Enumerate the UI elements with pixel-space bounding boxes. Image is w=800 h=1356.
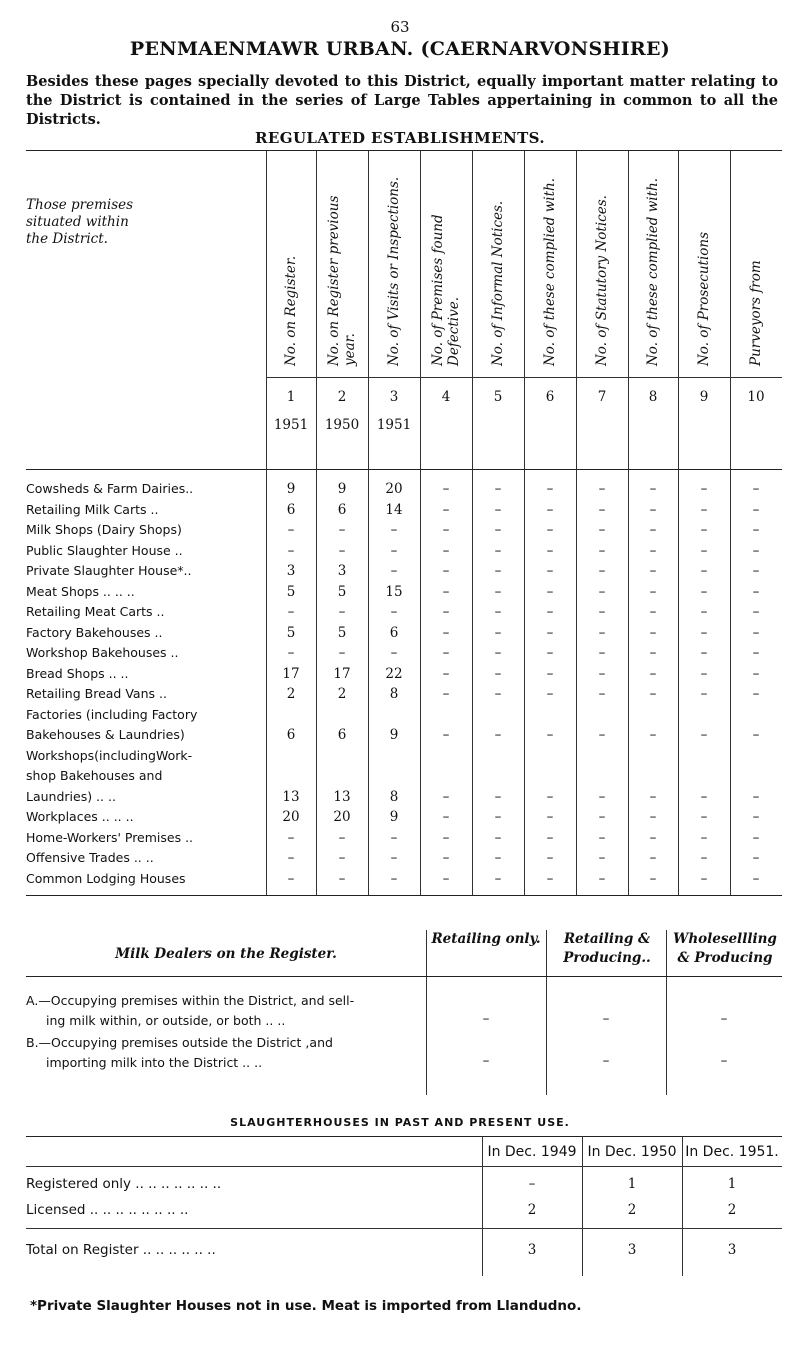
- table-cell: –: [442, 501, 450, 518]
- table-cell: 5: [286, 583, 296, 600]
- table-cell: 9: [389, 809, 399, 825]
- table-cell: 9: [286, 481, 296, 497]
- table-cell: –: [546, 850, 554, 866]
- col-dec-1950: In Dec. 1950: [587, 1144, 677, 1160]
- table-cell: –: [649, 481, 657, 497]
- table-row: [26, 745, 782, 767]
- table-cell: –: [494, 727, 502, 743]
- table-cell: –: [649, 829, 657, 846]
- table-cell: –: [287, 645, 295, 661]
- footnote: *Private Slaughter Houses not in use. Meat is imported from Llandudno.: [30, 1298, 582, 1314]
- table-cell: –: [649, 686, 657, 702]
- table-cell: –: [752, 481, 760, 497]
- column-header-text: No. of Prosecutions: [696, 231, 712, 366]
- row-label: Offensive Trades .. ..: [26, 850, 154, 865]
- table-cell: –: [700, 788, 708, 805]
- row-text-line: A.—Occupying premises within the District, and sell-: [26, 993, 355, 1008]
- table-cell: –: [700, 542, 708, 559]
- table-row: [26, 663, 782, 685]
- milk-value: –: [482, 1011, 490, 1027]
- regulated-establishments-title: REGULATED ESTABLISHMENTS.: [255, 129, 545, 147]
- divider: [546, 977, 547, 1095]
- col-wholesale-producing: Wholesellling & Producing: [673, 931, 777, 966]
- table-cell: –: [442, 542, 450, 559]
- row-label: Retailing Bread Vans ..: [26, 686, 167, 701]
- column-header-7: [576, 161, 628, 366]
- table-row: [26, 786, 782, 808]
- table-cell: –: [546, 501, 554, 518]
- row-label: Bakehouses & Laundries): [26, 727, 185, 742]
- table-cell: –: [598, 563, 606, 579]
- table-cell: –: [649, 727, 657, 743]
- table-cell: –: [700, 850, 708, 866]
- table-cell: 6: [286, 727, 296, 743]
- column-header-text: No. on Register.: [283, 255, 299, 366]
- table-cell: –: [752, 604, 760, 620]
- table-cell: –: [546, 624, 554, 641]
- table-cell: 20: [333, 809, 351, 825]
- table-cell: –: [546, 522, 554, 538]
- table-cell: –: [338, 645, 346, 661]
- row-label: Home-Workers' Premises ..: [26, 829, 194, 845]
- table-cell: –: [649, 522, 657, 538]
- table-cell: –: [287, 542, 295, 559]
- column-number: 9: [699, 389, 709, 405]
- milk-row-a: [26, 991, 426, 1031]
- column-number: 10: [747, 389, 765, 405]
- table-cell: –: [700, 583, 708, 600]
- table-cell: 17: [333, 665, 351, 682]
- table-cell: –: [649, 563, 657, 579]
- table-cell: –: [598, 665, 606, 682]
- row-text-line: ing milk within, or outside, or both .. ..: [46, 1013, 286, 1028]
- table-row: [26, 519, 782, 541]
- table-cell: 22: [385, 665, 403, 682]
- column-header-text: No. of these complied with.: [645, 178, 661, 366]
- table-cell: –: [700, 522, 708, 538]
- table-cell: –: [752, 563, 760, 579]
- table-cell: –: [494, 870, 502, 887]
- slaughter-value: 2: [727, 1202, 737, 1218]
- table-cell: –: [546, 604, 554, 620]
- row-label: Retailing Meat Carts ..: [26, 604, 165, 619]
- table-cell: –: [598, 850, 606, 866]
- table-cell: –: [494, 788, 502, 805]
- divider: [26, 1228, 782, 1229]
- table-cell: 15: [385, 583, 403, 600]
- milk-value: –: [482, 1053, 490, 1069]
- table-cell: –: [752, 788, 760, 805]
- table-cell: –: [546, 645, 554, 661]
- table-cell: 2: [337, 686, 347, 702]
- table-cell: –: [700, 563, 708, 579]
- slaughter-total-value: 3: [527, 1242, 537, 1258]
- table-cell: 20: [282, 809, 300, 825]
- row-label: Factories (including Factory: [26, 706, 198, 722]
- table-cell: 6: [286, 501, 296, 518]
- table-cell: –: [649, 501, 657, 518]
- table-cell: –: [649, 583, 657, 600]
- table-cell: –: [752, 583, 760, 600]
- row-label: Meat Shops .. .. ..: [26, 583, 135, 599]
- table-cell: –: [442, 850, 450, 866]
- table-cell: –: [390, 542, 398, 559]
- table-cell: –: [598, 542, 606, 559]
- column-number: 2: [337, 389, 347, 405]
- table-cell: –: [390, 829, 398, 846]
- column-header-text: Purveyors from: [748, 260, 764, 366]
- table-cell: 14: [385, 501, 403, 518]
- table-cell: –: [442, 563, 450, 579]
- table-cell: –: [700, 870, 708, 887]
- table-cell: –: [287, 522, 295, 538]
- table-cell: –: [494, 542, 502, 559]
- table-cell: –: [700, 727, 708, 743]
- table-cell: –: [442, 788, 450, 805]
- table-cell: –: [598, 870, 606, 887]
- table-row: [26, 827, 782, 849]
- table-cell: –: [752, 624, 760, 641]
- row-label: Laundries) .. ..: [26, 788, 116, 804]
- divider: [26, 1166, 782, 1167]
- table-row: [26, 540, 782, 562]
- table-cell: –: [752, 829, 760, 846]
- row-label: Workshop Bakehouses ..: [26, 645, 179, 660]
- table-cell: –: [546, 583, 554, 600]
- table-cell: –: [649, 788, 657, 805]
- slaughterhouses-title: SLAUGHTERHOUSES IN PAST AND PRESENT USE.: [230, 1116, 570, 1129]
- divider: [546, 930, 547, 976]
- table-cell: –: [546, 563, 554, 579]
- table-cell: –: [752, 665, 760, 682]
- table-body: [26, 470, 782, 896]
- column-header-text: No. of Statutory Notices.: [594, 195, 610, 366]
- row-label: Private Slaughter House*..: [26, 563, 192, 578]
- table-cell: –: [700, 665, 708, 682]
- table-cell: –: [752, 809, 760, 825]
- table-cell: –: [752, 501, 760, 518]
- table-cell: –: [700, 501, 708, 518]
- row-text-line: importing milk into the District .. ..: [46, 1055, 263, 1070]
- table-header: [26, 150, 782, 470]
- table-cell: –: [390, 645, 398, 661]
- table-cell: –: [598, 624, 606, 641]
- table-row: [26, 642, 782, 664]
- milk-value: –: [720, 1053, 728, 1069]
- table-cell: –: [700, 604, 708, 620]
- column-header-9: [678, 161, 730, 366]
- table-cell: 6: [337, 501, 347, 518]
- table-cell: –: [494, 563, 502, 579]
- milk-value: –: [602, 1011, 610, 1027]
- row-text-line: B.—Occupying premises outside the District ,and: [26, 1035, 333, 1050]
- table-cell: –: [287, 870, 295, 887]
- table-cell: 6: [337, 727, 347, 743]
- table-cell: –: [338, 850, 346, 866]
- table-cell: –: [494, 481, 502, 497]
- column-number: 4: [441, 389, 451, 405]
- table-cell: –: [598, 809, 606, 825]
- table-cell: –: [649, 809, 657, 825]
- table-cell: –: [494, 665, 502, 682]
- table-cell: –: [598, 501, 606, 518]
- divider: [666, 977, 667, 1095]
- column-header-text: No. of Visits or Inspections.: [386, 176, 402, 366]
- table-cell: –: [287, 850, 295, 866]
- table-cell: –: [442, 481, 450, 497]
- table-cell: 5: [286, 624, 296, 641]
- slaughter-value: 2: [627, 1202, 637, 1218]
- table-cell: –: [752, 850, 760, 866]
- table-cell: –: [649, 542, 657, 559]
- table-cell: 6: [389, 624, 399, 641]
- table-cell: 13: [282, 788, 300, 805]
- column-header-2: [316, 161, 368, 366]
- table-cell: –: [442, 624, 450, 641]
- row-label: Factory Bakehouses ..: [26, 624, 163, 640]
- page-title: PENMAENMAWR URBAN. (CAERNARVONSHIRE): [129, 38, 671, 60]
- table-cell: –: [546, 481, 554, 497]
- row-label: Cowsheds & Farm Dairies..: [26, 481, 194, 496]
- table-cell: –: [649, 870, 657, 887]
- column-year: 1951: [273, 417, 309, 433]
- table-cell: –: [700, 645, 708, 661]
- table-cell: –: [494, 645, 502, 661]
- column-year: 1950: [324, 417, 360, 433]
- column-number: 6: [545, 389, 555, 405]
- row-total: Total on Register .. .. .. .. .. ..: [26, 1242, 216, 1258]
- column-header-text: No. of these complied with.: [542, 178, 558, 366]
- table-cell: –: [546, 788, 554, 805]
- table-cell: –: [752, 645, 760, 661]
- table-cell: –: [752, 686, 760, 702]
- table-cell: –: [598, 645, 606, 661]
- table-cell: –: [546, 829, 554, 846]
- column-header-4: [420, 161, 472, 366]
- table-cell: –: [390, 870, 398, 887]
- table-cell: –: [494, 809, 502, 825]
- table-cell: 9: [389, 727, 399, 743]
- divider: [666, 930, 667, 976]
- table-row: [26, 765, 782, 787]
- table-cell: –: [649, 850, 657, 866]
- column-header-8: [628, 161, 678, 366]
- divider: [26, 1136, 782, 1137]
- table-row: [26, 622, 782, 644]
- table-cell: –: [700, 481, 708, 497]
- table-row: [26, 560, 782, 582]
- row-label: Milk Shops (Dairy Shops): [26, 522, 182, 537]
- column-header-text: No. on Register previous year.: [326, 195, 358, 366]
- table-row: [26, 704, 782, 726]
- table-cell: –: [700, 829, 708, 846]
- table-cell: –: [390, 850, 398, 866]
- table-cell: –: [752, 870, 760, 887]
- column-header-text: No. of Informal Notices.: [490, 200, 506, 366]
- table-cell: –: [598, 829, 606, 846]
- table-cell: –: [494, 604, 502, 620]
- row-label: Common Lodging Houses: [26, 870, 186, 886]
- table-cell: 17: [282, 665, 300, 682]
- table-cell: –: [442, 522, 450, 538]
- column-number: 3: [389, 389, 399, 405]
- milk-dealers-title: Milk Dealers on the Register.: [115, 946, 337, 962]
- slaughter-value: 1: [627, 1176, 637, 1192]
- column-header-1: [266, 161, 316, 366]
- table-row: [26, 499, 782, 521]
- table-cell: –: [649, 645, 657, 661]
- column-number: 8: [648, 389, 658, 405]
- table-cell: –: [546, 727, 554, 743]
- table-cell: –: [494, 686, 502, 702]
- table-cell: –: [494, 583, 502, 600]
- milk-row-b: [26, 1033, 426, 1073]
- table-cell: –: [390, 604, 398, 620]
- milk-value: –: [602, 1053, 610, 1069]
- table-cell: –: [338, 829, 346, 846]
- table-cell: –: [442, 665, 450, 682]
- row-label: Bread Shops .. ..: [26, 665, 129, 681]
- table-cell: –: [598, 481, 606, 497]
- table-cell: –: [442, 727, 450, 743]
- row-licensed: Licensed .. .. .. .. .. .. .. ..: [26, 1202, 189, 1218]
- table-row: [26, 847, 782, 869]
- row-label: Retailing Milk Carts ..: [26, 501, 159, 517]
- col-dec-1949: In Dec. 1949: [487, 1144, 577, 1160]
- table-cell: –: [442, 583, 450, 600]
- column-header-6: [524, 161, 576, 366]
- slaughter-total-value: 3: [727, 1242, 737, 1258]
- table-cell: –: [494, 829, 502, 846]
- row-registered-only: Registered only .. .. .. .. .. .. ..: [26, 1176, 222, 1192]
- premises-column-header: Those premises situated within the District.: [26, 197, 134, 247]
- milk-value: –: [720, 1011, 728, 1027]
- table-cell: –: [649, 624, 657, 641]
- table-cell: –: [752, 542, 760, 559]
- table-cell: –: [494, 850, 502, 866]
- table-cell: –: [494, 624, 502, 641]
- table-cell: –: [752, 727, 760, 743]
- column-header-text: No. of Premises found Defective.: [430, 214, 462, 366]
- table-cell: 3: [286, 563, 296, 579]
- intro-paragraph: Besides these pages specially devoted to this District, equally important matter relating to the District is contained in the series of Large Tables appertaining in common to all the Districts.: [26, 73, 778, 128]
- table-cell: –: [390, 563, 398, 579]
- table-cell: –: [598, 604, 606, 620]
- table-cell: –: [338, 870, 346, 887]
- table-cell: –: [598, 788, 606, 805]
- table-cell: –: [287, 829, 295, 846]
- table-cell: 9: [337, 481, 347, 497]
- table-cell: –: [649, 665, 657, 682]
- col-dec-1951: In Dec. 1951.: [685, 1144, 779, 1160]
- table-cell: –: [494, 522, 502, 538]
- row-label: Workplaces .. .. ..: [26, 809, 134, 824]
- table-cell: –: [442, 686, 450, 702]
- table-cell: –: [338, 522, 346, 538]
- table-cell: 20: [385, 481, 403, 497]
- table-cell: –: [546, 686, 554, 702]
- table-cell: –: [598, 583, 606, 600]
- slaughter-total-value: 3: [627, 1242, 637, 1258]
- table-row: [26, 478, 782, 500]
- table-row: [26, 683, 782, 705]
- table-cell: 8: [389, 788, 399, 805]
- table-cell: –: [649, 604, 657, 620]
- table-cell: –: [752, 522, 760, 538]
- table-cell: –: [338, 604, 346, 620]
- table-row: [26, 601, 782, 623]
- table-cell: 5: [337, 583, 347, 600]
- table-cell: –: [287, 604, 295, 620]
- column-header-10: [730, 161, 782, 366]
- table-cell: 13: [333, 788, 351, 805]
- table-cell: –: [700, 809, 708, 825]
- table-cell: –: [598, 522, 606, 538]
- table-cell: –: [494, 501, 502, 518]
- table-cell: –: [442, 829, 450, 846]
- page-number: 63: [390, 18, 410, 36]
- table-cell: 8: [389, 686, 399, 702]
- table-cell: 2: [286, 686, 296, 702]
- row-label: Public Slaughter House ..: [26, 542, 183, 558]
- milk-dealers-header: [26, 930, 782, 977]
- divider: [426, 977, 427, 1095]
- col-retailing-only: Retailing only.: [431, 931, 541, 947]
- table-row: [26, 724, 782, 746]
- table-cell: –: [338, 542, 346, 559]
- table-cell: 5: [337, 624, 347, 641]
- column-header-5: [472, 161, 524, 366]
- divider: [426, 930, 427, 976]
- table-row: [26, 868, 782, 890]
- table-cell: –: [442, 604, 450, 620]
- table-cell: –: [700, 686, 708, 702]
- col-retailing-producing: Retailing & Producing..: [563, 931, 651, 966]
- slaughter-value: –: [528, 1176, 536, 1192]
- milk-dealers-table: [26, 930, 782, 1095]
- table-cell: –: [546, 870, 554, 887]
- table-row: [26, 581, 782, 603]
- column-number: 5: [493, 389, 503, 405]
- table-cell: –: [700, 624, 708, 641]
- column-number: 7: [597, 389, 607, 405]
- slaughter-value: 1: [727, 1176, 737, 1192]
- table-cell: –: [546, 809, 554, 825]
- regulated-establishments-table: [26, 150, 782, 896]
- column-header-3: [368, 161, 420, 366]
- table-cell: –: [598, 727, 606, 743]
- slaughter-value: 2: [527, 1202, 537, 1218]
- table-cell: –: [442, 809, 450, 825]
- table-row: [26, 806, 782, 828]
- column-number: 1: [286, 389, 296, 405]
- row-label: shop Bakehouses and: [26, 768, 163, 783]
- column-year: 1951: [376, 417, 412, 433]
- table-cell: –: [546, 665, 554, 682]
- table-cell: 3: [337, 563, 347, 579]
- table-cell: –: [598, 686, 606, 702]
- table-cell: –: [390, 522, 398, 538]
- table-cell: –: [546, 542, 554, 559]
- table-cell: –: [442, 870, 450, 887]
- milk-dealers-body: [26, 977, 782, 1095]
- row-label: Workshops(includingWork-: [26, 747, 193, 763]
- table-cell: –: [442, 645, 450, 661]
